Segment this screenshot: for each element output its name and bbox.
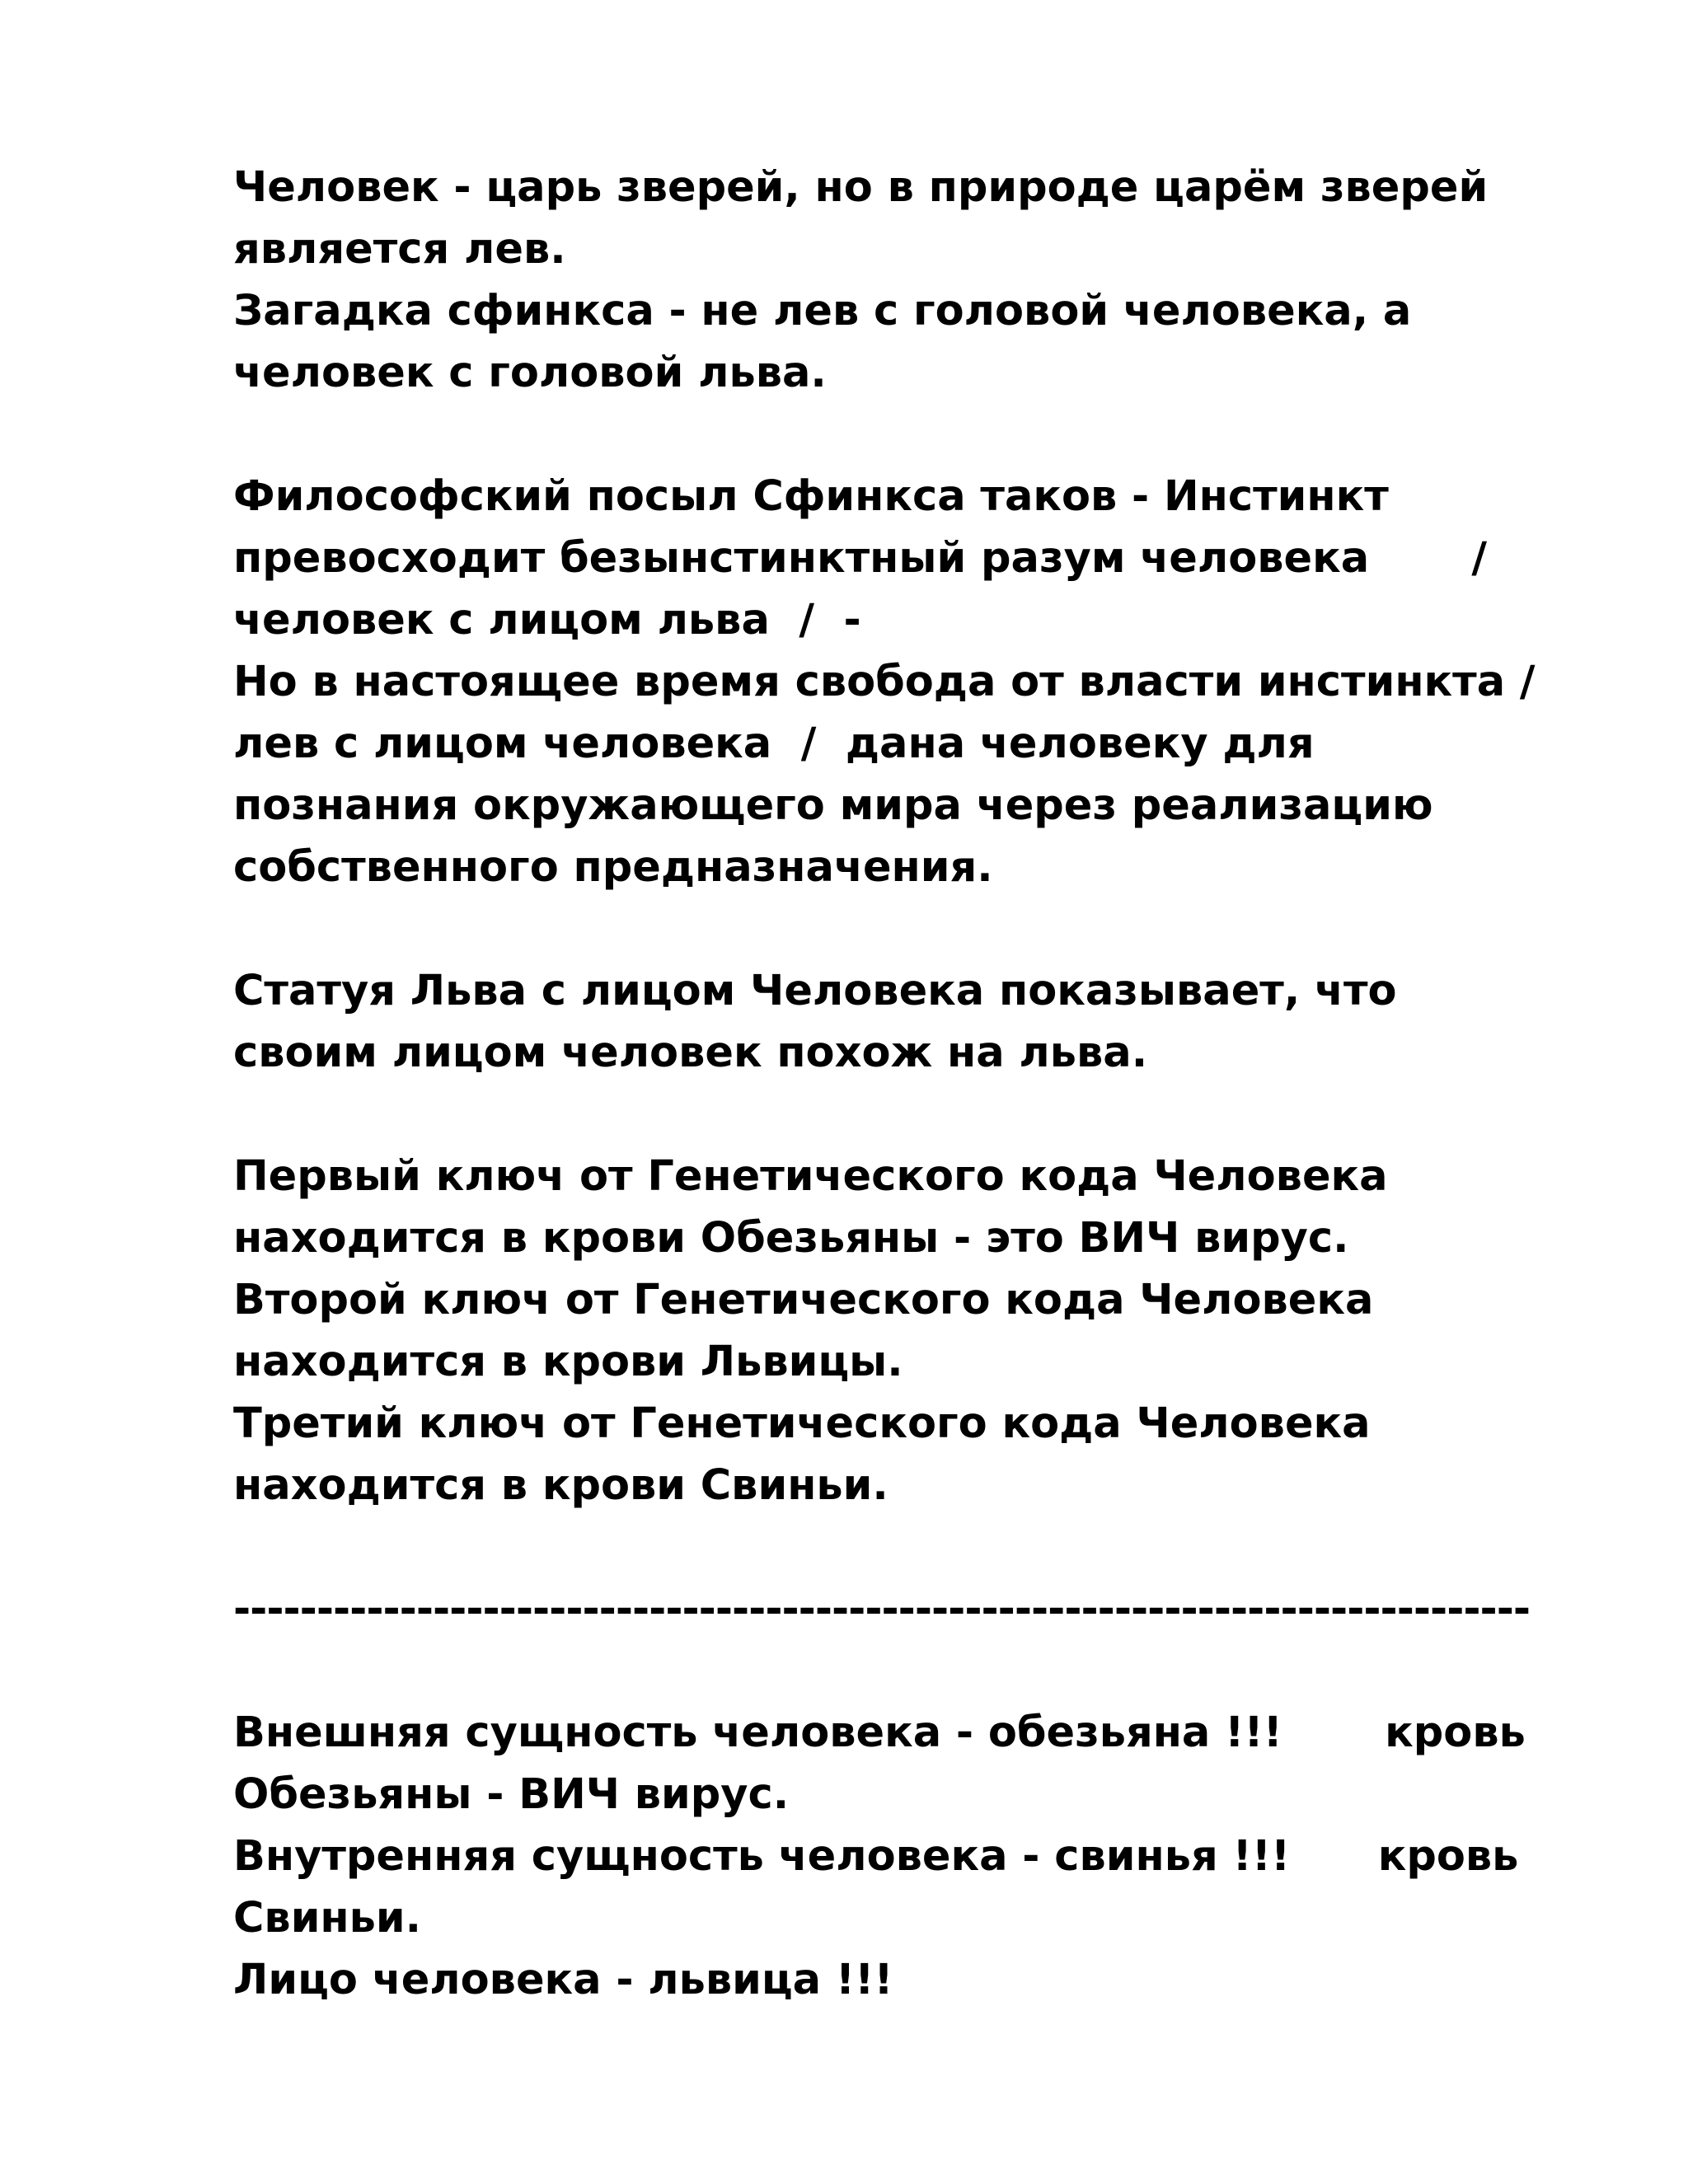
paragraph-lion-king [233, 157, 1651, 404]
text-line: собственного предназначения. [233, 843, 993, 892]
text-line: человек с лицом льва / - [233, 596, 861, 644]
text-line: находится в крови Свиньи. [233, 1461, 889, 1510]
document-body [233, 157, 1651, 2073]
paragraph-human-essence [233, 1702, 1651, 2011]
dashed-divider: ------------------------------------------------------------------------------ [233, 1585, 1531, 1633]
text-line: Первый ключ от Генетического кода Человека [233, 1152, 1388, 1201]
paragraph-genetic-keys [233, 1146, 1651, 1516]
text-line: Человек - царь зверей, но в природе царём зверей [233, 163, 1489, 212]
text-line: познания окружающего мира через реализацию [233, 781, 1433, 830]
paragraph-sphinx-message [233, 466, 1651, 898]
text-line: лев с лицом человека / дана человеку для [233, 719, 1315, 768]
text-line: своим лицом человек похож на льва. [233, 1029, 1148, 1077]
text-line: Внутренняя сущность человека - свинья !!! кровь [233, 1832, 1519, 1881]
text-line: находится в крови Львицы. [233, 1338, 903, 1386]
text-line: человек с головой льва. [233, 349, 827, 397]
text-line: Второй ключ от Генетического кода Человека [233, 1276, 1374, 1324]
paragraph-statue [233, 960, 1651, 1084]
text-line: Свиньи. [233, 1894, 422, 1943]
text-line: является лев. [233, 225, 566, 274]
text-line: Загадка сфинкса - не лев с головой человека, а [233, 287, 1412, 335]
text-line: Статуя Льва с лицом Человека показывает, что [233, 967, 1397, 1015]
text-line: Обезьяны - ВИЧ вирус. [233, 1770, 790, 1819]
text-line: Лицо человека - львица !!! [233, 1956, 893, 2004]
text-line: Третий ключ от Генетического кода Человека [233, 1399, 1371, 1448]
text-line: Но в настоящее время свобода от власти инстинкта / [233, 658, 1536, 706]
text-line: превосходит безынстинктный разум человека / [233, 534, 1488, 583]
text-line: Внешняя сущность человека - обезьяна !!! кровь [233, 1708, 1526, 1757]
text-line: находится в крови Обезьяны - это ВИЧ вирус. [233, 1214, 1349, 1263]
text-line: Философский посыл Сфинкса таков - Инстинкт [233, 472, 1389, 521]
